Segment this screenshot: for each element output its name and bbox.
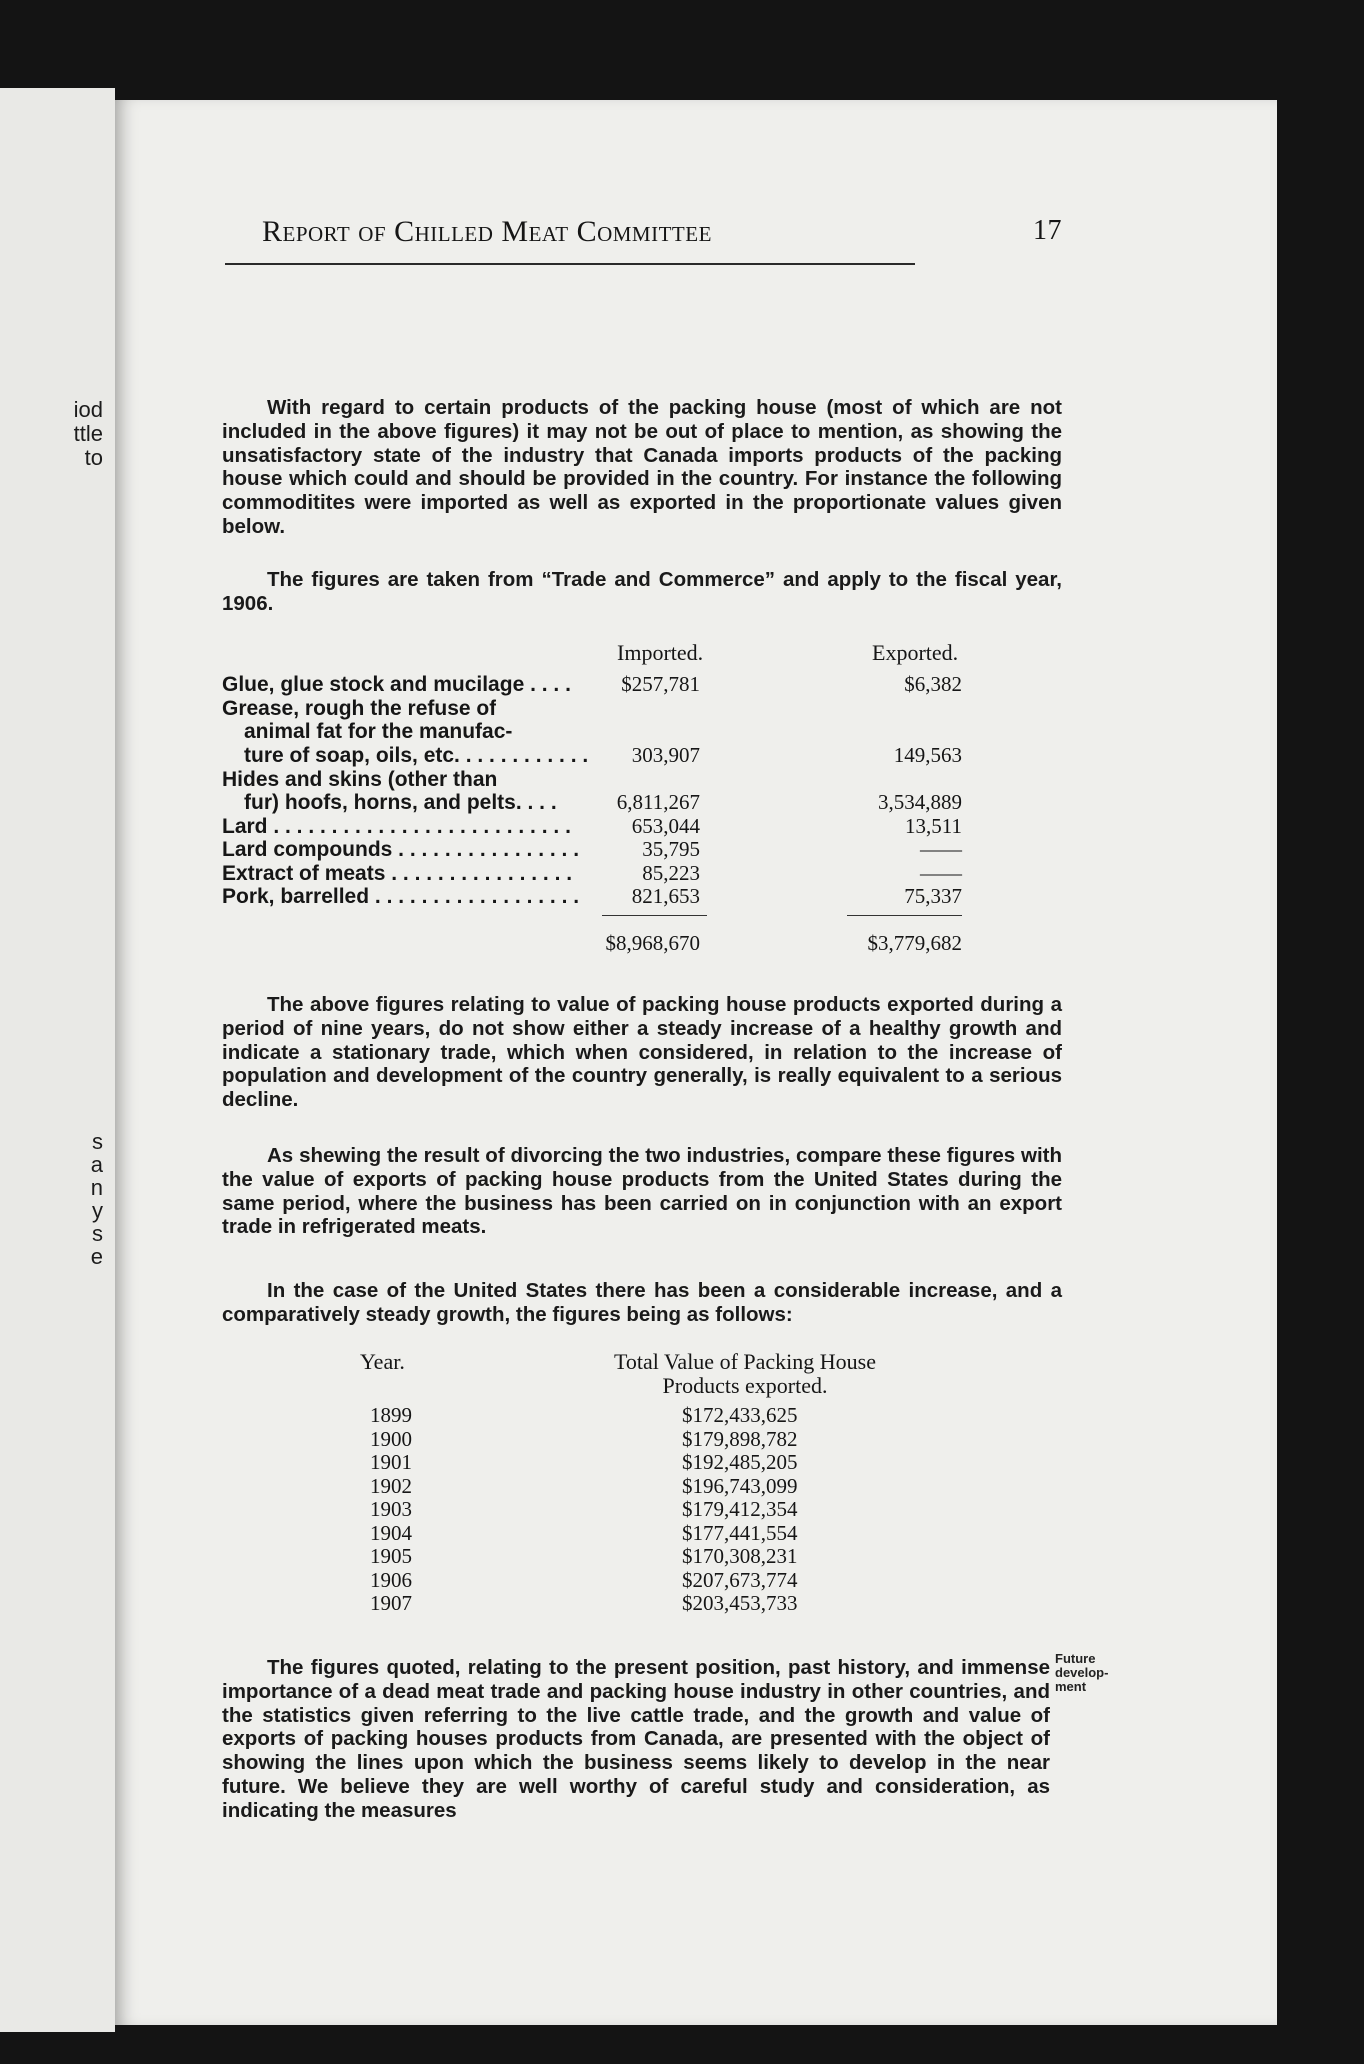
- running-header: [262, 215, 1062, 255]
- table-row: [222, 838, 1022, 862]
- year-cell: 1904: [370, 1521, 412, 1545]
- prev-char: s: [92, 1129, 103, 1154]
- value-cell: $172,433,625: [682, 1403, 798, 1427]
- prev-char: e: [90, 1244, 103, 1269]
- totals-row: [222, 932, 1022, 956]
- table-row: [222, 744, 1022, 768]
- paragraph-4: As shewing the result of divorcing the two industries, compare these figures with the value of exports of packing house products from the United States during the same period, where the business has been carried on in conjunction with an export trade in refrigerated meats.: [222, 1144, 1062, 1239]
- value-cell: $207,673,774: [682, 1568, 798, 1592]
- prev-char: s: [92, 1221, 103, 1246]
- table-row: [360, 1521, 960, 1545]
- exported-total: $3,779,682: [867, 931, 962, 955]
- value-cell: $170,308,231: [682, 1544, 798, 1568]
- year-cell: 1907: [370, 1591, 412, 1615]
- prev-page-text-mid: [91, 1130, 103, 1268]
- table-row: [222, 885, 1022, 909]
- imported-value: 85,223: [642, 861, 700, 885]
- prev-char: n: [90, 1175, 103, 1200]
- year-cell: 1899: [370, 1403, 412, 1427]
- value-header-line2: Products exported.: [662, 1373, 828, 1398]
- table-row: [360, 1497, 960, 1521]
- row-label: Lard compounds . . . . . . . . . . . . . . . .: [222, 838, 580, 861]
- row-label: Hides and skins (other than: [222, 768, 498, 791]
- year-cell: 1903: [370, 1497, 412, 1521]
- value-header: [575, 1350, 915, 1398]
- exported-value: 149,563: [893, 743, 962, 767]
- value-cell: $179,412,354: [682, 1497, 798, 1521]
- paragraph-5: In the case of the United States there has been a considerable increase, and a comparatively steady growth, the figures being as follows:: [222, 1279, 1062, 1326]
- prev-word: iod: [73, 397, 103, 422]
- header-rule: [225, 263, 915, 265]
- year-cell: 1906: [370, 1568, 412, 1592]
- paragraph-6: The figures quoted, relating to the present position, past history, and immense importance of a dead meat trade and packing house industry in other countries, and the statistics given referring to the live cattle trade, and the growth and value of exports of packing houses products from Canada, are presented with the object of showing the lines upon which the business seems likely to develop in the near future. We believe they are well worthy of careful study and consideration, as indicating the measures: [222, 1656, 1050, 1822]
- exported-value: 75,337: [904, 884, 962, 908]
- prev-char: y: [92, 1198, 103, 1223]
- year-cell: 1902: [370, 1474, 412, 1498]
- table-row: [222, 815, 1022, 839]
- year-cell: 1900: [370, 1427, 412, 1451]
- exported-total-rule: [847, 915, 962, 916]
- previous-page-edge: [0, 88, 115, 2032]
- margin-note-line: Future: [1055, 1651, 1096, 1666]
- table-row: [222, 720, 1022, 744]
- exported-value: ——: [920, 861, 962, 885]
- table-row: [360, 1450, 960, 1474]
- table-row: [360, 1474, 960, 1498]
- prev-word: ttle: [73, 421, 103, 446]
- prev-word: to: [84, 445, 103, 470]
- value-cell: $192,485,205: [682, 1450, 798, 1474]
- prev-char: a: [90, 1152, 103, 1177]
- row-label: Extract of meats . . . . . . . . . . . . . . . .: [222, 862, 573, 885]
- row-label: animal fat for the manufac-: [244, 720, 513, 743]
- row-label: fur) hoofs, horns, and pelts. . . .: [244, 791, 557, 814]
- table-row: [222, 673, 1022, 697]
- value-cell: $196,743,099: [682, 1474, 798, 1498]
- imported-value: 821,653: [631, 884, 700, 908]
- imported-total-rule: [602, 915, 707, 916]
- row-label: Lard . . . . . . . . . . . . . . . . . . . . . . . . . .: [222, 815, 571, 838]
- imported-total: $8,968,670: [605, 931, 700, 955]
- table-row: [360, 1427, 960, 1451]
- exported-value: $6,382: [904, 672, 962, 696]
- prev-page-text-top: [74, 398, 103, 470]
- imported-value: 653,044: [631, 814, 700, 838]
- imported-value: $257,781: [621, 672, 700, 696]
- row-label: Grease, rough the refuse of: [222, 697, 497, 720]
- paragraph-3: The above figures relating to value of packing house products exported during a period of nine years, do not show either a steady increase of a healthy growth and indicate a stationary trade, which when considered, in relation to the increase of population and development of the country generally, is really equivalent to a serious decline.: [222, 993, 1062, 1112]
- row-label: Pork, barrelled . . . . . . . . . . . . . . . . . .: [222, 885, 580, 908]
- header-title: Report of Chilled Meat Committee: [262, 215, 712, 248]
- margin-note-line: ment: [1055, 1679, 1087, 1694]
- year-cell: 1905: [370, 1544, 412, 1568]
- imported-value: 303,907: [631, 743, 700, 767]
- table-row: [360, 1403, 960, 1427]
- table-row: [360, 1591, 960, 1615]
- table-row: [222, 768, 1022, 792]
- table-row: [222, 697, 1022, 721]
- value-header-line1: Total Value of Packing House: [613, 1349, 876, 1374]
- value-cell: $203,453,733: [682, 1591, 798, 1615]
- margin-note-line: develop-: [1055, 1665, 1109, 1680]
- table-row: [222, 791, 1022, 815]
- value-cell: $179,898,782: [682, 1427, 798, 1451]
- imported-header: Imported.: [617, 640, 704, 665]
- year-cell: 1901: [370, 1450, 412, 1474]
- value-cell: $177,441,554: [682, 1521, 798, 1545]
- exported-value: 13,511: [905, 814, 962, 838]
- exported-header: Exported.: [872, 640, 959, 665]
- page-number: 17: [1033, 215, 1062, 246]
- imported-value: 6,811,267: [616, 790, 700, 814]
- year-header: Year.: [360, 1349, 405, 1374]
- table-row: [360, 1568, 960, 1592]
- row-label: Glue, glue stock and mucilage . . . .: [222, 673, 571, 696]
- table-row: [360, 1544, 960, 1568]
- margin-note: [1055, 1652, 1127, 1694]
- table-row: [222, 862, 1022, 886]
- exported-value: 3,534,889: [878, 790, 962, 814]
- row-label: ture of soap, oils, etc. . . . . . . . . . . .: [244, 744, 589, 767]
- paragraph-2: The figures are taken from “Trade and Commerce” and apply to the fiscal year, 1906.: [222, 568, 1062, 615]
- imported-value: 35,795: [642, 837, 700, 861]
- exported-value: ——: [920, 837, 962, 861]
- paragraph-1: With regard to certain products of the packing house (most of which are not included in the above figures) it may not be out of place to mention, as showing the unsatisfactory state of the industry that Canada imports products of the packing house which could and should be provided in the country. For instance the following commoditites were imported as well as exported in the proportionate values given below.: [222, 396, 1062, 538]
